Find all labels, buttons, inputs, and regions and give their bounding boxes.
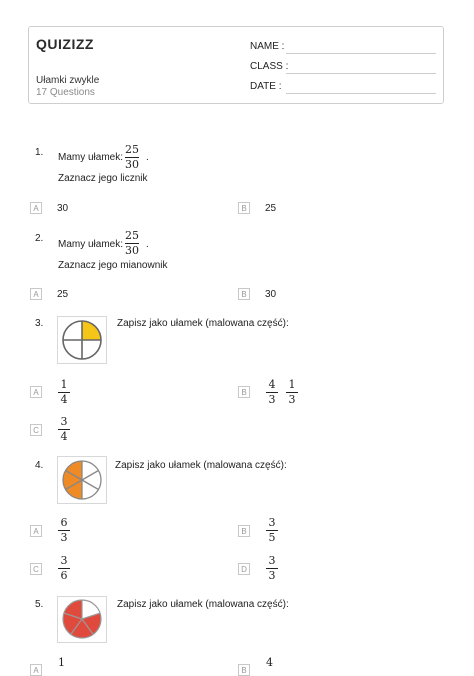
denominator: 3 — [288, 393, 296, 406]
denominator: 4 — [60, 393, 68, 406]
question-text: Mamy ułamek: — [58, 239, 124, 250]
option-c-fraction[interactable] — [58, 416, 70, 443]
denominator: 6 — [60, 569, 68, 582]
option-a-box[interactable]: A — [30, 525, 42, 537]
numerator: 6 — [60, 516, 68, 529]
option-d-fraction[interactable] — [266, 555, 278, 582]
option-a-box[interactable]: A — [30, 664, 42, 676]
circle-quarter-diagram — [58, 317, 106, 363]
option-a-fraction[interactable] — [58, 657, 65, 669]
quizizz-logo: QUIZIZZ — [36, 36, 94, 52]
question-number: 4. — [35, 460, 44, 471]
fraction — [125, 230, 139, 257]
option-b-text[interactable]: 30 — [265, 289, 277, 300]
question-number: 1. — [35, 147, 44, 158]
numerator: 1 — [60, 378, 68, 391]
denominator: 30 — [125, 158, 139, 171]
question-number: 3. — [35, 318, 44, 329]
option-a-fraction[interactable] — [58, 379, 70, 406]
option-c-box[interactable]: C — [30, 424, 42, 436]
question-text: Zapisz jako ułamek (malowana część): — [115, 460, 287, 471]
option-b-fraction-2[interactable] — [286, 379, 298, 406]
option-a-box[interactable]: A — [30, 202, 42, 214]
denominator: 4 — [60, 430, 68, 443]
question-image — [57, 456, 107, 504]
option-b-box[interactable]: B — [238, 288, 250, 300]
worksheet-title: Ułamki zwykle — [36, 75, 100, 86]
option-b-fraction[interactable] — [266, 657, 273, 669]
numerator: 25 — [125, 229, 139, 242]
numerator: 4 — [266, 656, 273, 669]
option-a-box[interactable]: A — [30, 386, 42, 398]
option-a-fraction[interactable] — [58, 517, 70, 544]
option-b-box[interactable]: B — [238, 202, 250, 214]
punctuation: . — [146, 152, 149, 163]
circle-fifths-diagram — [58, 597, 106, 642]
question-image — [57, 316, 107, 364]
numerator: 1 — [288, 378, 296, 391]
numerator: 3 — [60, 415, 68, 428]
numerator: 3 — [268, 554, 276, 567]
denominator: 5 — [268, 531, 276, 544]
denominator: 3 — [268, 569, 276, 582]
option-b-box[interactable]: B — [238, 386, 250, 398]
numerator: 4 — [268, 378, 276, 391]
option-b-fraction[interactable] — [266, 517, 278, 544]
question-image — [57, 596, 107, 643]
question-count: 17 Questions — [36, 87, 95, 98]
name-label: NAME : — [250, 41, 285, 52]
numerator: 25 — [125, 143, 139, 156]
class-field[interactable] — [286, 73, 436, 74]
numerator: 3 — [268, 516, 276, 529]
name-field[interactable] — [286, 53, 436, 54]
question-text: Zapisz jako ułamek (malowana część): — [117, 599, 289, 610]
question-number: 5. — [35, 599, 44, 610]
question-instruction: Zaznacz jego licznik — [58, 173, 148, 184]
denominator: 3 — [268, 393, 276, 406]
option-b-box[interactable]: B — [238, 664, 250, 676]
numerator: 3 — [60, 554, 68, 567]
option-a-text[interactable]: 25 — [57, 289, 69, 300]
fraction — [125, 144, 139, 171]
date-field[interactable] — [286, 93, 436, 94]
circle-sixths-diagram — [58, 457, 106, 503]
option-c-box[interactable]: C — [30, 563, 42, 575]
numerator: 1 — [58, 656, 65, 669]
denominator: 30 — [125, 244, 139, 257]
question-text: Zapisz jako ułamek (malowana część): — [117, 318, 289, 329]
date-label: DATE : — [250, 81, 282, 92]
option-d-box[interactable]: D — [238, 563, 250, 575]
question-number: 2. — [35, 233, 44, 244]
option-a-box[interactable]: A — [30, 288, 42, 300]
punctuation: . — [146, 239, 149, 250]
question-instruction: Zaznacz jego mianownik — [58, 260, 168, 271]
denominator: 3 — [60, 531, 68, 544]
class-label: CLASS : — [250, 61, 289, 72]
option-b-box[interactable]: B — [238, 525, 250, 537]
option-b-fraction[interactable] — [266, 379, 278, 406]
question-text: Mamy ułamek: — [58, 152, 124, 163]
option-a-text[interactable]: 30 — [57, 203, 69, 214]
option-c-fraction[interactable] — [58, 555, 70, 582]
option-b-text[interactable]: 25 — [265, 203, 277, 214]
